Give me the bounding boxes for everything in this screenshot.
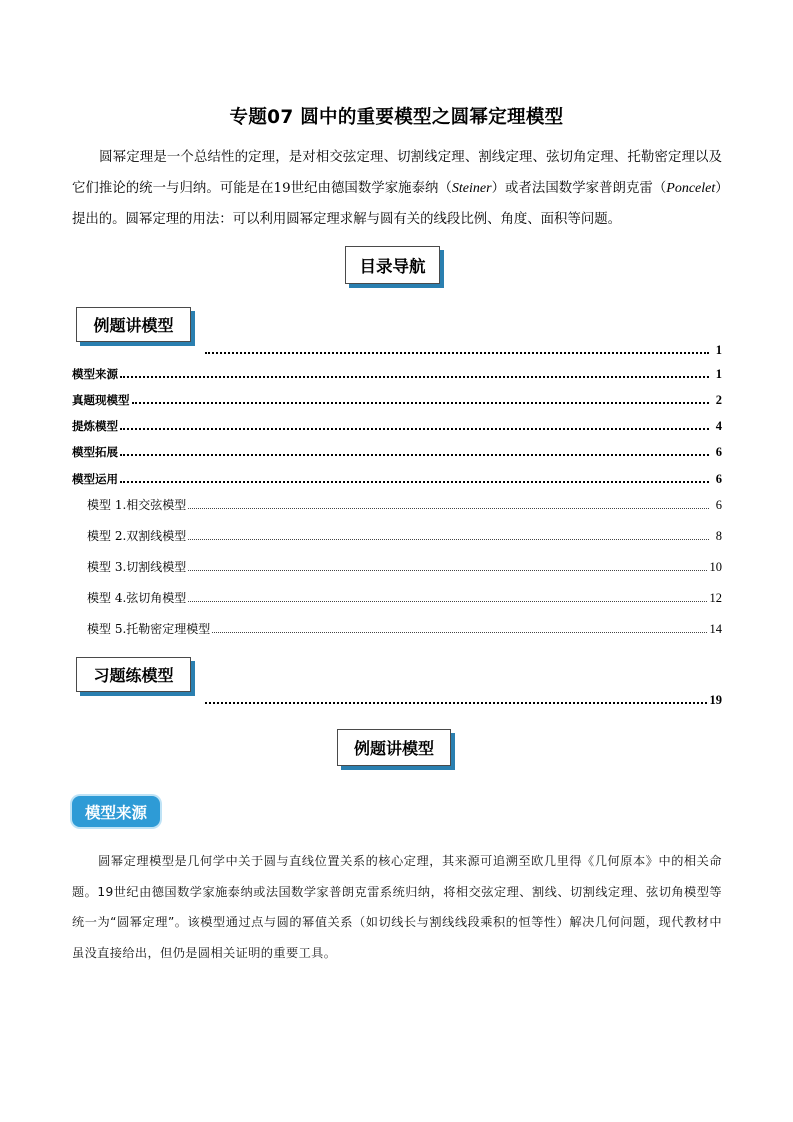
intro-text-2: ）或者法国数学家普朗克雷（ — [491, 181, 667, 196]
toc-section1-label: 例题讲模型 — [93, 316, 174, 335]
toc-item-page: 2 — [715, 393, 722, 407]
toc-heading-box — [345, 246, 440, 284]
toc-item-refine[interactable] — [72, 416, 722, 434]
toc-subitem-2[interactable] — [87, 526, 722, 544]
toc-leader — [188, 539, 709, 540]
toc-item-label: 真题现模型 — [72, 393, 130, 407]
toc-leader — [132, 402, 710, 404]
toc-subitem-4[interactable] — [87, 588, 722, 606]
toc-item-label: 模型运用 — [72, 472, 118, 486]
page-title: 专题07 圆中的重要模型之圆幂定理模型 — [229, 107, 564, 128]
toc-item-model-source[interactable] — [72, 364, 722, 382]
intro-paragraph — [72, 142, 722, 235]
toc-subitem-page: 14 — [709, 622, 722, 636]
toc-leader — [120, 454, 709, 456]
toc-heading: 目录导航 — [359, 257, 426, 276]
toc-leader — [188, 601, 706, 602]
toc-leader — [120, 481, 709, 483]
intro-text-3: ）提出的。圆幂定理的用法：可以利用圆幂定理求解与圆有关的线段比例、角度、面积等问题。 — [72, 181, 723, 227]
toc-item-label: 模型来源 — [72, 367, 118, 381]
subsection-pill-label: 模型来源 — [84, 803, 147, 822]
source-paragraph-text: 圆幂定理模型是几何学中关于圆与直线位置关系的核心定理，其来源可追溯至欧几里得《几何原本》中的相关命题。19世纪由德国数学家施泰纳或法国数学家普朗克雷系统归纳，将相交弦定理、割线、切割线定理、弦切角模型等统一为“圆幂定理”。该模型通过点与圆的幂值关系（如切线长与割线线段乘积的恒等性）解决几何问题，现代教材中虽没直接给出，但仍是圆相关证明的重要工具。 — [72, 854, 722, 960]
toc-subitem-label: 模型 2.双割线模型 — [87, 529, 187, 543]
toc-leader — [205, 702, 707, 704]
source-paragraph — [72, 846, 722, 968]
toc-leader — [120, 376, 709, 378]
toc-leader — [120, 428, 709, 430]
intro-name-poncelet: Poncelet — [666, 181, 716, 196]
toc-subitem-5[interactable] — [87, 619, 722, 637]
toc-leader — [188, 570, 706, 571]
toc-subitem-3[interactable] — [87, 557, 722, 575]
section-heading: 例题讲模型 — [353, 739, 434, 758]
toc-leader — [205, 352, 709, 354]
toc-subitem-page: 6 — [715, 498, 722, 512]
toc-item-real-exam[interactable] — [72, 390, 722, 408]
toc-section1-box[interactable] — [76, 307, 191, 342]
toc-section1-page: 1 — [715, 343, 722, 357]
toc-section2-row[interactable] — [203, 690, 722, 708]
toc-item-page: 1 — [715, 367, 722, 381]
toc-section2-label: 习题练模型 — [93, 666, 174, 685]
section-heading-box — [337, 729, 451, 766]
toc-leader — [188, 508, 709, 509]
toc-item-label: 模型拓展 — [72, 445, 118, 459]
toc-section1-row[interactable] — [203, 340, 722, 358]
toc-item-label: 提炼模型 — [72, 419, 118, 433]
toc-item-page: 4 — [715, 419, 722, 433]
toc-item-extension[interactable] — [72, 442, 722, 460]
toc-item-application[interactable] — [72, 469, 722, 487]
toc-subitem-label: 模型 4.弦切角模型 — [87, 591, 187, 605]
toc-subitem-page: 10 — [709, 560, 722, 574]
toc-section2-page: 19 — [709, 693, 722, 707]
subsection-pill — [72, 796, 160, 827]
intro-text-1: 圆幂定理是一个总结性的定理，是对相交弦定理、切割线定理、割线定理、弦切角定理、托勒密定理以及它们推论的统一与归纳。可能是在19世纪由德国数学家施泰纳（ — [72, 150, 722, 196]
toc-subitem-label: 模型 5.托勒密定理模型 — [87, 622, 211, 636]
toc-item-page: 6 — [715, 472, 722, 486]
toc-leader — [212, 632, 706, 633]
toc-section2-box[interactable] — [76, 657, 191, 692]
toc-subitem-1[interactable] — [87, 495, 722, 513]
toc-subitem-page: 12 — [709, 591, 722, 605]
toc-item-page: 6 — [715, 445, 722, 459]
intro-name-steiner: Steiner — [451, 181, 492, 196]
toc-subitem-page: 8 — [715, 529, 722, 543]
toc-subitem-label: 模型 1.相交弦模型 — [87, 498, 187, 512]
toc-subitem-label: 模型 3.切割线模型 — [87, 560, 187, 574]
